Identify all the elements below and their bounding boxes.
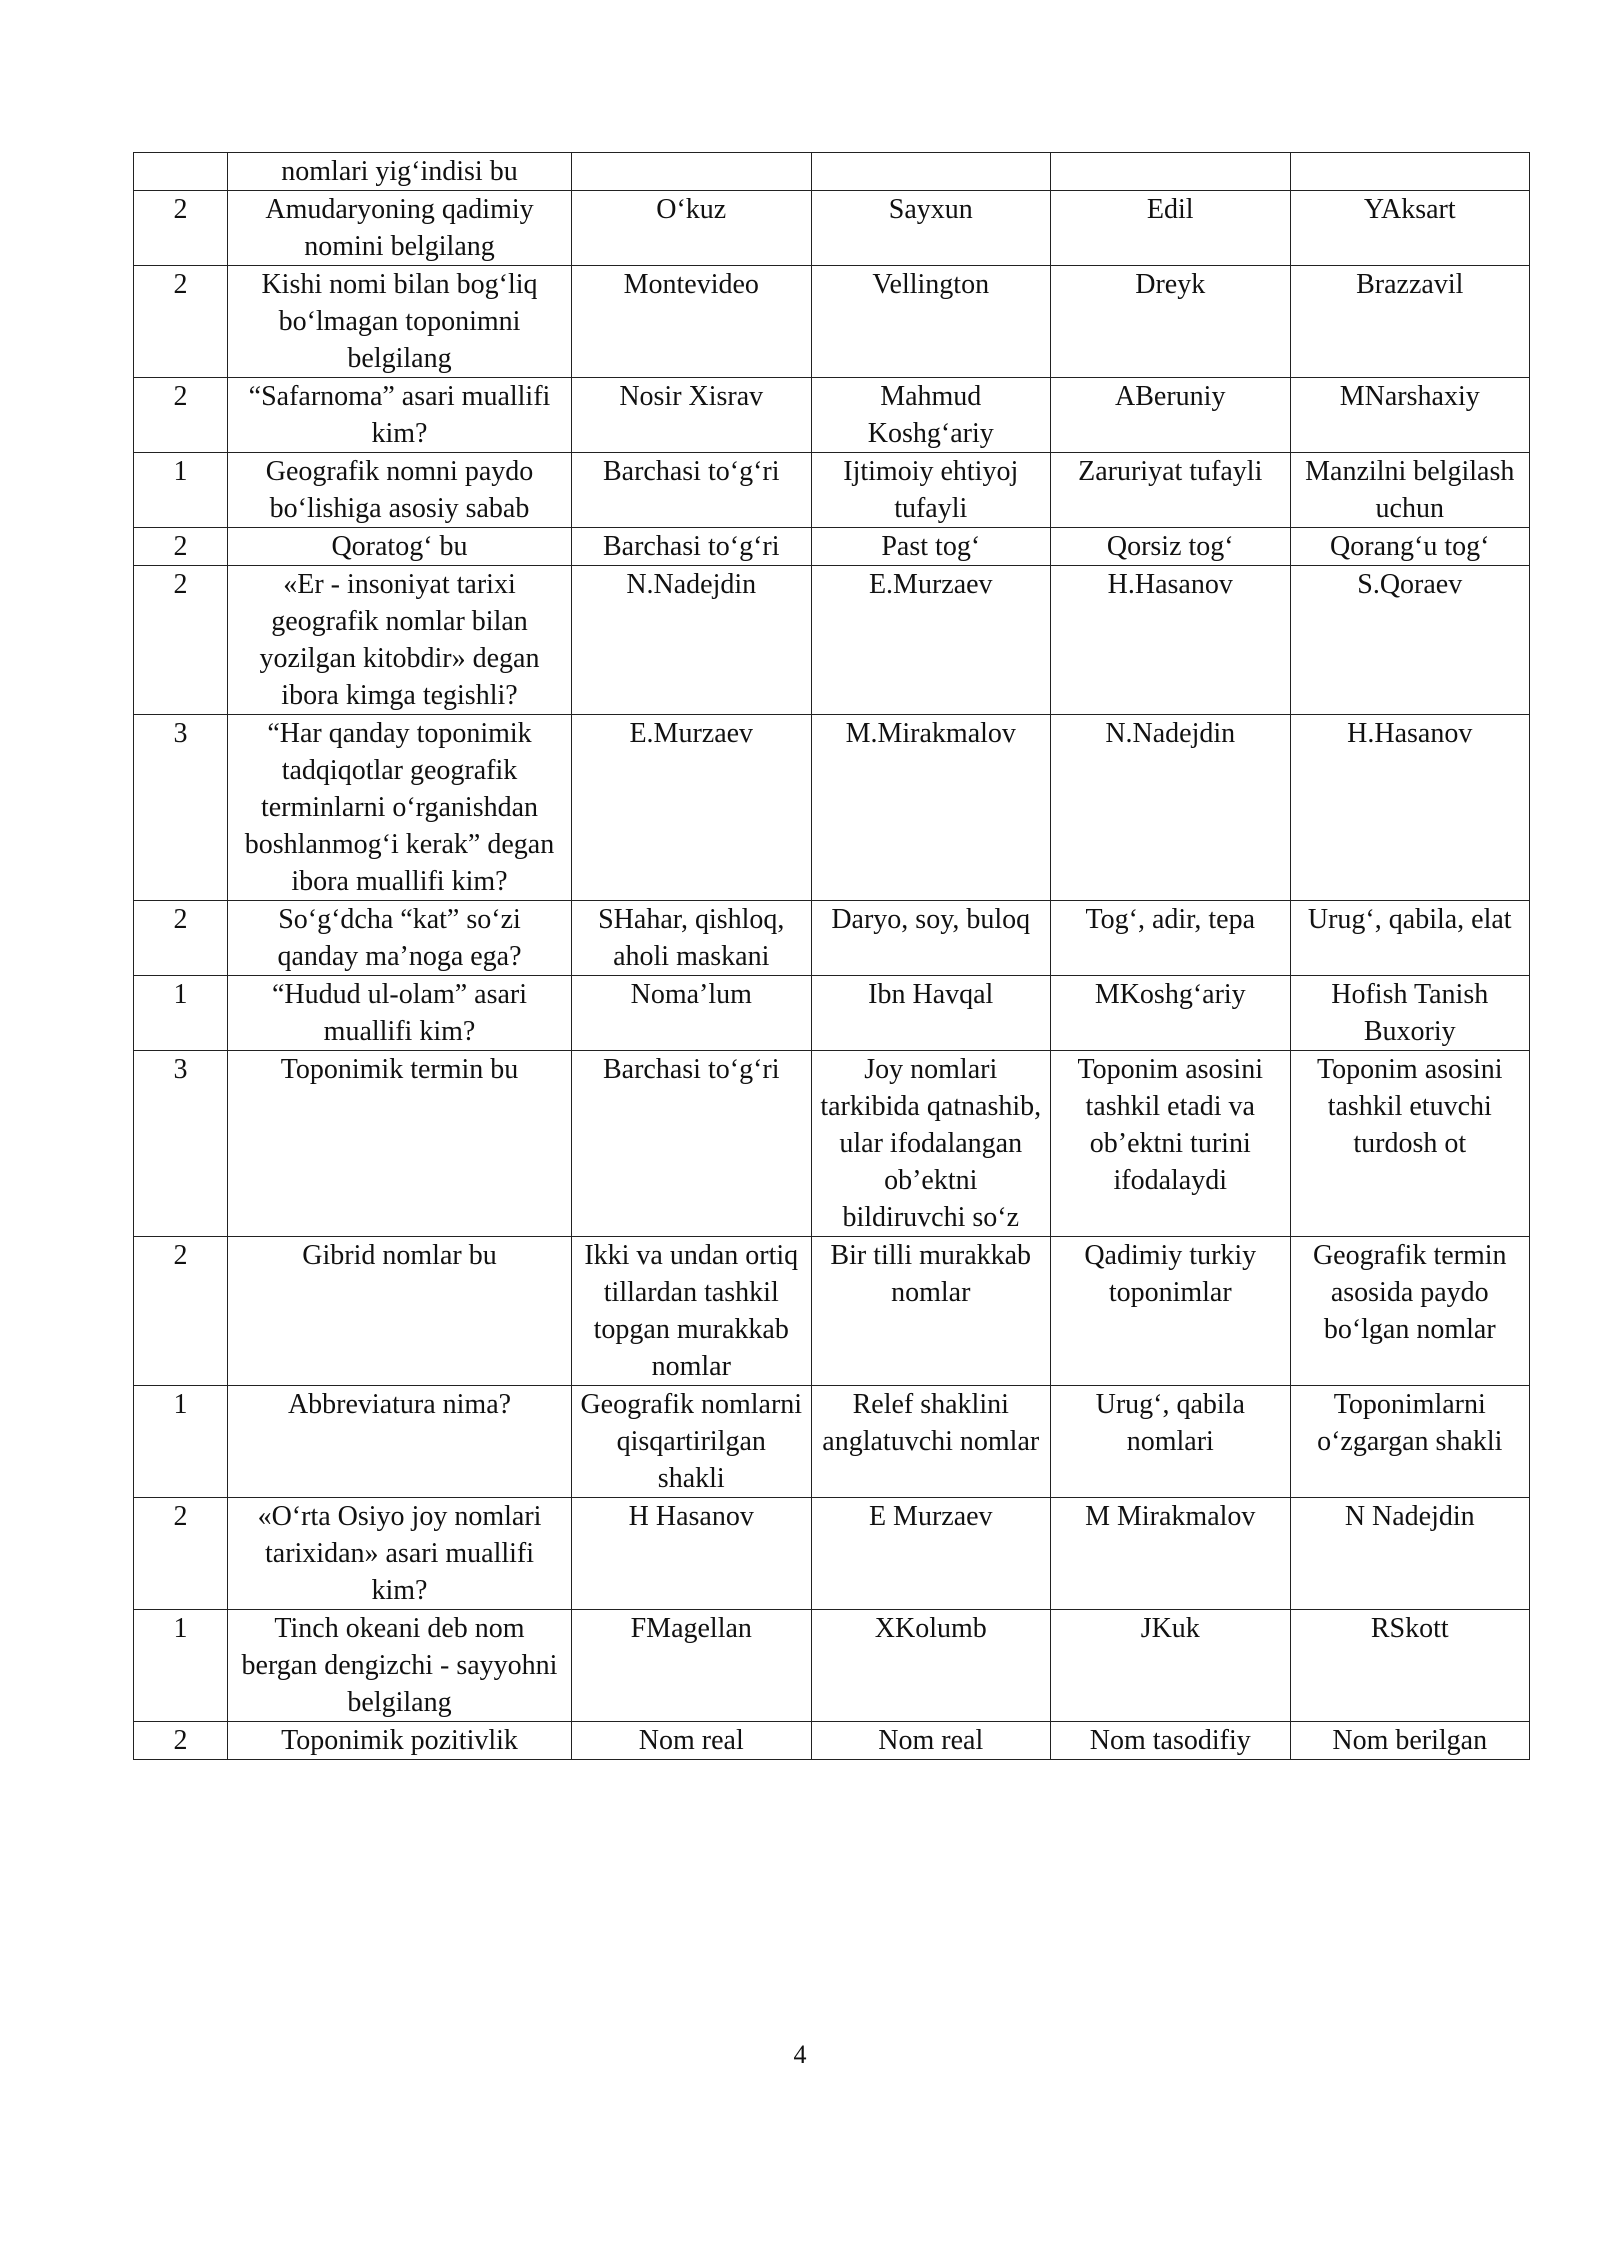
option-b-cell: Daryo, soy, buloq: [811, 901, 1051, 976]
option-d-cell: Urug‘, qabila, elat: [1290, 901, 1530, 976]
question-cell: Qoratog‘ bu: [228, 528, 572, 566]
table-row: [134, 266, 1530, 378]
table-row: [134, 1610, 1530, 1722]
table-row: [134, 901, 1530, 976]
difficulty-cell: 2: [134, 566, 228, 715]
difficulty-cell: 2: [134, 1722, 228, 1760]
option-c-cell: Urug‘, qabila nomlari: [1051, 1386, 1291, 1498]
quiz-table: [133, 152, 1530, 1760]
question-cell: «Er - insoniyat tarixi geografik nomlar bilan yozilgan kitobdir» degan ibora kimga tegishli?: [228, 566, 572, 715]
table-row: [134, 1498, 1530, 1610]
table-row: [134, 1051, 1530, 1237]
option-c-cell: MKoshg‘ariy: [1051, 976, 1291, 1051]
option-a-cell: E.Murzaev: [572, 715, 812, 901]
option-a-cell: Nom real: [572, 1722, 812, 1760]
question-cell: Abbreviatura nima?: [228, 1386, 572, 1498]
option-a-cell: Geografik nomlarni qisqartirilgan shakli: [572, 1386, 812, 1498]
option-c-cell: M Mirakmalov: [1051, 1498, 1291, 1610]
option-a-cell: Ikki va undan ortiq tillardan tashkil topgan murakkab nomlar: [572, 1237, 812, 1386]
table-row: [134, 976, 1530, 1051]
difficulty-cell: 2: [134, 1498, 228, 1610]
option-b-cell: Joy nomlari tarkibida qatnashib, ular ifodalangan ob’ektni bildiruvchi so‘z: [811, 1051, 1051, 1237]
option-b-cell: Vellington: [811, 266, 1051, 378]
option-c-cell: Dreyk: [1051, 266, 1291, 378]
option-c-cell: Zaruriyat tufayli: [1051, 453, 1291, 528]
question-cell: «O‘rta Osiyo joy nomlari tarixidan» asari muallifi kim?: [228, 1498, 572, 1610]
difficulty-cell: 2: [134, 901, 228, 976]
option-d-cell: Manzilni belgilash uchun: [1290, 453, 1530, 528]
option-b-cell: [811, 153, 1051, 191]
difficulty-cell: 1: [134, 976, 228, 1051]
question-cell: Toponimik pozitivlik: [228, 1722, 572, 1760]
table-row: [134, 715, 1530, 901]
option-a-cell: Nosir Xisrav: [572, 378, 812, 453]
page-number: 4: [793, 2040, 807, 2069]
option-d-cell: YAksart: [1290, 191, 1530, 266]
option-c-cell: Toponim asosini tashkil etadi va ob’ektni turini ifodalaydi: [1051, 1051, 1291, 1237]
option-a-cell: N.Nadejdin: [572, 566, 812, 715]
option-a-cell: Montevideo: [572, 266, 812, 378]
difficulty-cell: 2: [134, 528, 228, 566]
option-c-cell: N.Nadejdin: [1051, 715, 1291, 901]
option-d-cell: Qorang‘u tog‘: [1290, 528, 1530, 566]
option-d-cell: RSkott: [1290, 1610, 1530, 1722]
option-a-cell: SHahar, qishloq, aholi maskani: [572, 901, 812, 976]
option-a-cell: Barchasi to‘g‘ri: [572, 528, 812, 566]
option-d-cell: Geografik termin asosida paydo bo‘lgan nomlar: [1290, 1237, 1530, 1386]
difficulty-cell: 3: [134, 715, 228, 901]
difficulty-cell: 2: [134, 378, 228, 453]
option-d-cell: H.Hasanov: [1290, 715, 1530, 901]
question-cell: Tinch okeani deb nom bergan dengizchi - sayyohni belgilang: [228, 1610, 572, 1722]
option-b-cell: Relef shaklini anglatuvchi nomlar: [811, 1386, 1051, 1498]
option-b-cell: E.Murzaev: [811, 566, 1051, 715]
option-b-cell: E Murzaev: [811, 1498, 1051, 1610]
difficulty-cell: 1: [134, 453, 228, 528]
difficulty-cell: 3: [134, 1051, 228, 1237]
option-a-cell: FMagellan: [572, 1610, 812, 1722]
difficulty-cell: 1: [134, 1386, 228, 1498]
difficulty-cell: 1: [134, 1610, 228, 1722]
option-a-cell: [572, 153, 812, 191]
option-a-cell: Barchasi to‘g‘ri: [572, 1051, 812, 1237]
difficulty-cell: 2: [134, 191, 228, 266]
option-b-cell: Nom real: [811, 1722, 1051, 1760]
option-c-cell: JKuk: [1051, 1610, 1291, 1722]
question-cell: nomlari yig‘indisi bu: [228, 153, 572, 191]
option-c-cell: Qorsiz tog‘: [1051, 528, 1291, 566]
option-b-cell: Ibn Havqal: [811, 976, 1051, 1051]
option-c-cell: Nom tasodifiy: [1051, 1722, 1291, 1760]
option-b-cell: Sayxun: [811, 191, 1051, 266]
option-b-cell: Ijtimoiy ehtiyoj tufayli: [811, 453, 1051, 528]
option-c-cell: Edil: [1051, 191, 1291, 266]
question-cell: Kishi nomi bilan bog‘liq bo‘lmagan toponimni belgilang: [228, 266, 572, 378]
option-c-cell: ABeruniy: [1051, 378, 1291, 453]
option-c-cell: Qadimiy turkiy toponimlar: [1051, 1237, 1291, 1386]
option-d-cell: Nom berilgan: [1290, 1722, 1530, 1760]
table-row: [134, 378, 1530, 453]
option-b-cell: M.Mirakmalov: [811, 715, 1051, 901]
question-cell: “Har qanday toponimik tadqiqotlar geografik terminlarni o‘rganishdan boshlanmog‘i kerak” degan ibora muallifi kim?: [228, 715, 572, 901]
question-cell: Gibrid nomlar bu: [228, 1237, 572, 1386]
option-b-cell: XKolumb: [811, 1610, 1051, 1722]
option-d-cell: S.Qoraev: [1290, 566, 1530, 715]
option-c-cell: [1051, 153, 1291, 191]
option-d-cell: Brazzavil: [1290, 266, 1530, 378]
table-row: [134, 453, 1530, 528]
table-row: [134, 1386, 1530, 1498]
option-d-cell: Toponimlarni o‘zgargan shakli: [1290, 1386, 1530, 1498]
question-cell: Toponimik termin bu: [228, 1051, 572, 1237]
difficulty-cell: 2: [134, 1237, 228, 1386]
option-a-cell: Barchasi to‘g‘ri: [572, 453, 812, 528]
option-a-cell: H Hasanov: [572, 1498, 812, 1610]
option-a-cell: O‘kuz: [572, 191, 812, 266]
table-row: [134, 566, 1530, 715]
option-d-cell: MNarshaxiy: [1290, 378, 1530, 453]
question-cell: “Safarnoma” asari muallifi kim?: [228, 378, 572, 453]
option-d-cell: Hofish Tanish Buxoriy: [1290, 976, 1530, 1051]
question-cell: Amudaryoning qadimiy nomini belgilang: [228, 191, 572, 266]
question-cell: “Hudud ul-olam” asari muallifi kim?: [228, 976, 572, 1051]
table-row: [134, 528, 1530, 566]
option-c-cell: H.Hasanov: [1051, 566, 1291, 715]
question-cell: So‘g‘dcha “kat” so‘zi qanday ma’noga ega?: [228, 901, 572, 976]
option-a-cell: Noma’lum: [572, 976, 812, 1051]
option-d-cell: [1290, 153, 1530, 191]
table-row: [134, 191, 1530, 266]
table-row: [134, 1237, 1530, 1386]
option-b-cell: Mahmud Koshg‘ariy: [811, 378, 1051, 453]
option-b-cell: Bir tilli murakkab nomlar: [811, 1237, 1051, 1386]
question-cell: Geografik nomni paydo bo‘lishiga asosiy sabab: [228, 453, 572, 528]
option-b-cell: Past tog‘: [811, 528, 1051, 566]
option-c-cell: Tog‘, adir, tepa: [1051, 901, 1291, 976]
option-d-cell: Toponim asosini tashkil etuvchi turdosh ot: [1290, 1051, 1530, 1237]
table-row: [134, 153, 1530, 191]
table-row: [134, 1722, 1530, 1760]
difficulty-cell: [134, 153, 228, 191]
difficulty-cell: 2: [134, 266, 228, 378]
option-d-cell: N Nadejdin: [1290, 1498, 1530, 1610]
